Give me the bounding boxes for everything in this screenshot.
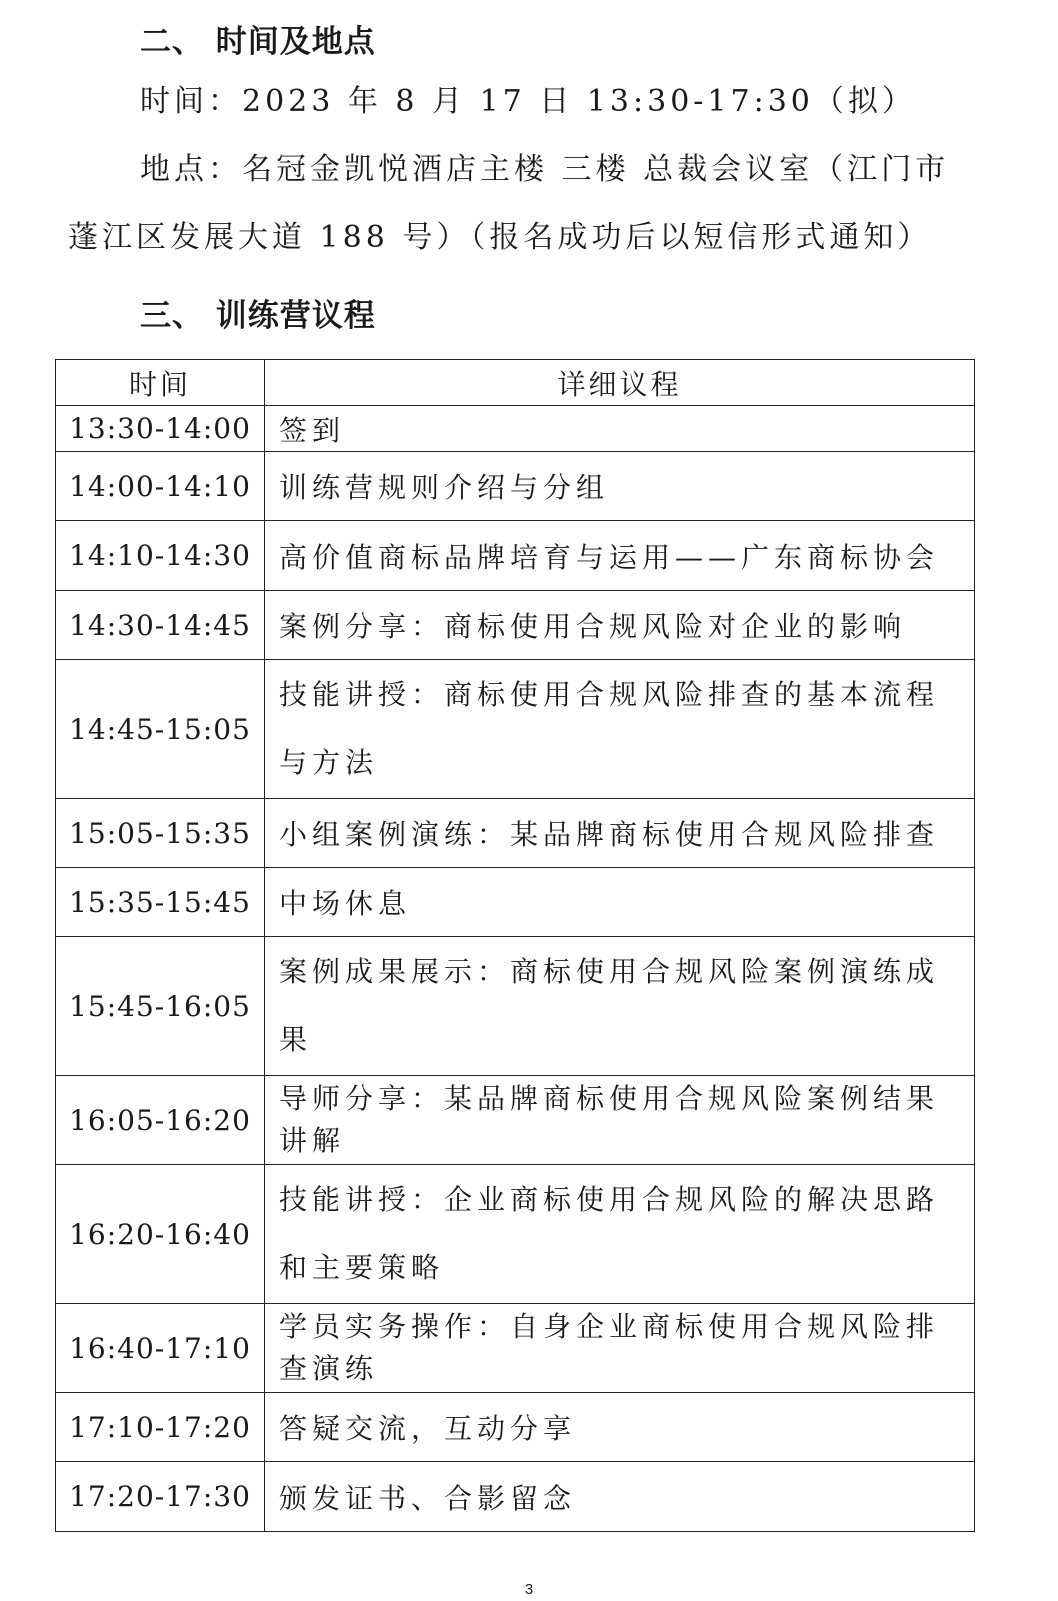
agenda-time: 14:45-15:05	[56, 660, 265, 799]
agenda-time: 15:45-16:05	[56, 937, 265, 1076]
agenda-detail: 颁发证书、合影留念	[265, 1462, 975, 1532]
agenda-detail	[265, 660, 975, 799]
agenda-detail: 高价值商标品牌培育与运用——广东商标协会	[265, 521, 975, 591]
agenda-time: 16:40-17:10	[56, 1304, 265, 1393]
agenda-detail-text: 导师分享：某品牌商标使用合规风险案例结果讲解	[279, 1082, 940, 1157]
agenda-detail-text: 技能讲授：商标使用合规风险排查的基本流程与方法	[279, 678, 940, 779]
table-row	[56, 1462, 975, 1532]
agenda-time: 15:05-15:35	[56, 799, 265, 868]
agenda-time: 17:20-17:30	[56, 1462, 265, 1532]
agenda-detail	[265, 937, 975, 1076]
agenda-detail-text: 技能讲授：企业商标使用合规风险的解决思路和主要策略	[279, 1183, 940, 1284]
table-row	[56, 799, 975, 868]
agenda-detail: 案例分享：商标使用合规风险对企业的影响	[265, 591, 975, 660]
table-row	[56, 868, 975, 937]
table-row	[56, 591, 975, 660]
agenda-detail: 小组案例演练：某品牌商标使用合规风险排查	[265, 799, 975, 868]
table-row	[56, 1165, 975, 1304]
section-heading-agenda: 三、 训练营议程	[140, 298, 376, 334]
agenda-detail	[265, 1304, 975, 1393]
agenda-time: 13:30-14:00	[56, 406, 265, 452]
agenda-detail-text: 学员实务操作：自身企业商标使用合规风险排查演练	[279, 1310, 940, 1385]
table-row	[56, 406, 975, 452]
agenda-detail: 训练营规则介绍与分组	[265, 452, 975, 521]
event-time-text: 时间：2023 年 8 月 17 日 13:30-17:30（拟）	[140, 84, 916, 119]
table-row	[56, 1304, 975, 1393]
agenda-time: 14:30-14:45	[56, 591, 265, 660]
agenda-detail: 答疑交流，互动分享	[265, 1393, 975, 1462]
table-row	[56, 1076, 975, 1165]
agenda-detail-text: 案例成果展示：商标使用合规风险案例演练成果	[279, 955, 940, 1056]
agenda-detail: 签到	[265, 406, 975, 452]
section-heading-time-location: 二、 时间及地点	[140, 24, 376, 60]
agenda-detail: 中场休息	[265, 868, 975, 937]
table-row	[56, 937, 975, 1076]
agenda-detail	[265, 1165, 975, 1304]
table-row	[56, 1393, 975, 1462]
agenda-time: 14:00-14:10	[56, 452, 265, 521]
table-row	[56, 521, 975, 591]
agenda-time: 15:35-15:45	[56, 868, 265, 937]
agenda-table	[55, 359, 975, 1532]
page-number: 3	[524, 1581, 534, 1598]
event-location-text-line2: 蓬江区发展大道 188 号）（报名成功后以短信形式通知）	[68, 220, 932, 255]
table-row	[56, 660, 975, 799]
agenda-detail	[265, 1076, 975, 1165]
agenda-header-row	[56, 360, 975, 406]
event-location-text-line1: 地点：名冠金凯悦酒店主楼 三楼 总裁会议室（江门市	[140, 152, 950, 187]
agenda-header-detail: 详细议程	[265, 360, 975, 406]
agenda-time: 16:20-16:40	[56, 1165, 265, 1304]
agenda-header-time: 时间	[56, 360, 265, 406]
agenda-time: 17:10-17:20	[56, 1393, 265, 1462]
agenda-time: 16:05-16:20	[56, 1076, 265, 1165]
table-row	[56, 452, 975, 521]
agenda-time: 14:10-14:30	[56, 521, 265, 591]
